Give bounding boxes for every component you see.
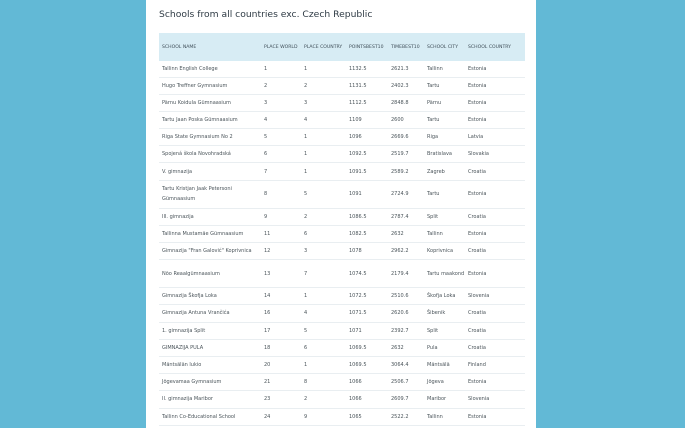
cell-points-best10: 1071.5 [346, 305, 388, 322]
cell-points-best10: 1065 [346, 408, 388, 425]
cell-place-world: 11 [261, 225, 301, 242]
cell-place-country: 9 [301, 408, 346, 425]
cell-points-best10: 1069.5 [346, 339, 388, 356]
cell-place-world: 1 [261, 61, 301, 77]
cell-points-best10: 1092.5 [346, 146, 388, 163]
cell-school-city: Maribor [424, 391, 465, 408]
cell-place-country: 1 [301, 61, 346, 77]
cell-school-country: Estonia [465, 260, 525, 288]
cell-school-country: Croatia [465, 339, 525, 356]
cell-place-country: 6 [301, 339, 346, 356]
page-title: Schools from all countries exc. Czech Republic [159, 9, 373, 20]
cell-place-country: 1 [301, 288, 346, 305]
cell-school-city: Tartu maakond [424, 260, 465, 288]
table-row [159, 61, 525, 77]
cell-time-best10: 2402.3 [388, 77, 424, 94]
cell-time-best10: 2392.7 [388, 322, 424, 339]
table-row [159, 322, 525, 339]
table-body [159, 61, 525, 425]
cell-school-country: Estonia [465, 94, 525, 111]
cell-place-country: 2 [301, 391, 346, 408]
cell-time-best10: 2522.2 [388, 408, 424, 425]
cell-school-country: Finland [465, 356, 525, 373]
schools-table [159, 33, 525, 426]
cell-time-best10: 2787.4 [388, 208, 424, 225]
cell-school-country: Croatia [465, 305, 525, 322]
cell-time-best10: 2724.9 [388, 180, 424, 208]
cell-place-world: 5 [261, 129, 301, 146]
cell-school-name: Jõgevamaa Gymnasium [159, 374, 261, 391]
cell-points-best10: 1096 [346, 129, 388, 146]
cell-time-best10: 2600 [388, 111, 424, 128]
cell-place-world: 4 [261, 111, 301, 128]
cell-place-country: 1 [301, 356, 346, 373]
cell-time-best10: 2519.7 [388, 146, 424, 163]
cell-place-world: 9 [261, 208, 301, 225]
cell-school-country: Estonia [465, 111, 525, 128]
cell-place-country: 4 [301, 305, 346, 322]
cell-school-name: Gimnazija "Fran Galović" Koprivnica [159, 243, 261, 260]
cell-points-best10: 1082.5 [346, 225, 388, 242]
cell-school-city: Pärnu [424, 94, 465, 111]
cell-points-best10: 1091.5 [346, 163, 388, 180]
cell-time-best10: 2962.2 [388, 243, 424, 260]
table-row [159, 305, 525, 322]
cell-school-name: Tallinna Mustamäe Gümnaasium [159, 225, 261, 242]
cell-school-country: Latvia [465, 129, 525, 146]
cell-time-best10: 2632 [388, 225, 424, 242]
cell-time-best10: 2609.7 [388, 391, 424, 408]
cell-school-city: Riga [424, 129, 465, 146]
cell-school-city: Zagreb [424, 163, 465, 180]
header-school-city[interactable]: SCHOOL CITY [427, 44, 459, 50]
cell-place-world: 21 [261, 374, 301, 391]
cell-school-city: Jõgeva [424, 374, 465, 391]
cell-school-city: Tallinn [424, 225, 465, 242]
header-points-best10[interactable]: POINTSBEST10 [349, 44, 384, 50]
cell-school-name: Riga State Gymnasium No 2 [159, 129, 261, 146]
table-row [159, 339, 525, 356]
cell-time-best10: 2510.6 [388, 288, 424, 305]
table-row [159, 391, 525, 408]
cell-place-country: 1 [301, 129, 346, 146]
cell-points-best10: 1072.5 [346, 288, 388, 305]
cell-school-name: Gimnazija Škofja Loka [159, 288, 261, 305]
cell-time-best10: 2669.6 [388, 129, 424, 146]
cell-school-country: Estonia [465, 180, 525, 208]
cell-place-world: 23 [261, 391, 301, 408]
table-row [159, 163, 525, 180]
cell-school-city: Pula [424, 339, 465, 356]
cell-place-country: 6 [301, 225, 346, 242]
cell-school-name: Gimnazija Antuna Vrančića [159, 305, 261, 322]
cell-place-world: 20 [261, 356, 301, 373]
cell-school-city: Tartu [424, 111, 465, 128]
table-row [159, 208, 525, 225]
cell-points-best10: 1109 [346, 111, 388, 128]
cell-points-best10: 1078 [346, 243, 388, 260]
cell-place-country: 2 [301, 208, 346, 225]
content-panel [146, 0, 536, 428]
cell-points-best10: 1074.5 [346, 260, 388, 288]
cell-school-city: Tallinn [424, 408, 465, 425]
cell-school-city: Šibenik [424, 305, 465, 322]
cell-school-name: III. gimnazija [159, 208, 261, 225]
cell-place-world: 12 [261, 243, 301, 260]
table-row [159, 94, 525, 111]
cell-school-name: Tartu Kristjan Jaak Petersoni Gümnaasium [159, 180, 261, 208]
cell-place-world: 7 [261, 163, 301, 180]
cell-school-country: Croatia [465, 163, 525, 180]
table-row [159, 111, 525, 128]
cell-school-name: Spojená škola Novohradská [159, 146, 261, 163]
cell-place-country: 1 [301, 146, 346, 163]
cell-place-world: 16 [261, 305, 301, 322]
table-row [159, 408, 525, 425]
cell-points-best10: 1086.5 [346, 208, 388, 225]
cell-place-country: 5 [301, 322, 346, 339]
cell-points-best10: 1131.5 [346, 77, 388, 94]
cell-school-country: Croatia [465, 322, 525, 339]
cell-place-world: 8 [261, 180, 301, 208]
cell-place-country: 1 [301, 163, 346, 180]
cell-school-city: Tartu [424, 180, 465, 208]
cell-place-world: 24 [261, 408, 301, 425]
cell-place-country: 2 [301, 77, 346, 94]
cell-place-country: 4 [301, 111, 346, 128]
table-row [159, 180, 525, 208]
header-row [159, 33, 525, 61]
cell-points-best10: 1132.5 [346, 61, 388, 77]
header-place-country[interactable]: PLACE COUNTRY [304, 44, 343, 50]
cell-school-name: Tallinn Co-Educational School [159, 408, 261, 425]
cell-school-city: Tartu [424, 77, 465, 94]
table-row [159, 356, 525, 373]
cell-place-world: 13 [261, 260, 301, 288]
cell-school-city: Tallinn [424, 61, 465, 77]
cell-points-best10: 1066 [346, 374, 388, 391]
table-row [159, 260, 525, 288]
cell-school-country: Estonia [465, 374, 525, 391]
cell-place-country: 3 [301, 243, 346, 260]
cell-place-country: 7 [301, 260, 346, 288]
cell-school-country: Estonia [465, 225, 525, 242]
header-school-name[interactable]: SCHOOL NAME [162, 44, 197, 50]
cell-school-city: Koprivnica [424, 243, 465, 260]
cell-points-best10: 1112.5 [346, 94, 388, 111]
table-row [159, 288, 525, 305]
cell-school-city: Bratislava [424, 146, 465, 163]
table-row [159, 243, 525, 260]
cell-time-best10: 2179.4 [388, 260, 424, 288]
cell-school-country: Croatia [465, 243, 525, 260]
table-row [159, 225, 525, 242]
header-school-country[interactable]: SCHOOL COUNTRY [468, 44, 511, 50]
cell-school-country: Estonia [465, 77, 525, 94]
cell-school-country: Croatia [465, 208, 525, 225]
cell-place-country: 8 [301, 374, 346, 391]
cell-points-best10: 1071 [346, 322, 388, 339]
cell-time-best10: 3064.4 [388, 356, 424, 373]
cell-points-best10: 1066 [346, 391, 388, 408]
cell-time-best10: 2620.6 [388, 305, 424, 322]
cell-school-country: Slovakia [465, 146, 525, 163]
cell-school-name: Nõo Reaalgümnaasium [159, 260, 261, 288]
cell-school-city: Škofja Loka [424, 288, 465, 305]
cell-school-name: Hugo Treffner Gymnasium [159, 77, 261, 94]
cell-place-world: 6 [261, 146, 301, 163]
table-row [159, 146, 525, 163]
cell-time-best10: 2621.3 [388, 61, 424, 77]
cell-school-country: Estonia [465, 61, 525, 77]
table-row [159, 77, 525, 94]
cell-time-best10: 2589.2 [388, 163, 424, 180]
cell-school-name: Tallinn English College [159, 61, 261, 77]
cell-school-country: Slovenia [465, 288, 525, 305]
table-row [159, 129, 525, 146]
cell-place-world: 2 [261, 77, 301, 94]
cell-school-country: Slovenia [465, 391, 525, 408]
cell-time-best10: 2848.8 [388, 94, 424, 111]
cell-school-name: Mäntsälän lukio [159, 356, 261, 373]
cell-points-best10: 1069.5 [346, 356, 388, 373]
table-header [159, 33, 525, 61]
cell-time-best10: 2632 [388, 339, 424, 356]
cell-place-world: 18 [261, 339, 301, 356]
cell-school-name: 1. gimnazija Split [159, 322, 261, 339]
cell-place-world: 3 [261, 94, 301, 111]
header-place-world[interactable]: PLACE WORLD [264, 44, 298, 50]
cell-place-country: 5 [301, 180, 346, 208]
cell-school-name: GIMNAZIJA PULA [159, 339, 261, 356]
cell-school-name: II. gimnazija Maribor [159, 391, 261, 408]
cell-points-best10: 1091 [346, 180, 388, 208]
header-time-best10[interactable]: TIMEBEST10 [391, 44, 420, 50]
cell-school-name: V. gimnazija [159, 163, 261, 180]
cell-school-city: Split [424, 208, 465, 225]
cell-school-city: Split [424, 322, 465, 339]
cell-place-world: 14 [261, 288, 301, 305]
cell-place-world: 17 [261, 322, 301, 339]
cell-school-name: Tartu Jaan Poska Gümnaasium [159, 111, 261, 128]
cell-time-best10: 2506.7 [388, 374, 424, 391]
cell-school-name: Pärnu Koidula Gümnaasium [159, 94, 261, 111]
cell-school-country: Estonia [465, 408, 525, 425]
cell-school-city: Mäntsälä [424, 356, 465, 373]
cell-place-country: 3 [301, 94, 346, 111]
table-row [159, 374, 525, 391]
